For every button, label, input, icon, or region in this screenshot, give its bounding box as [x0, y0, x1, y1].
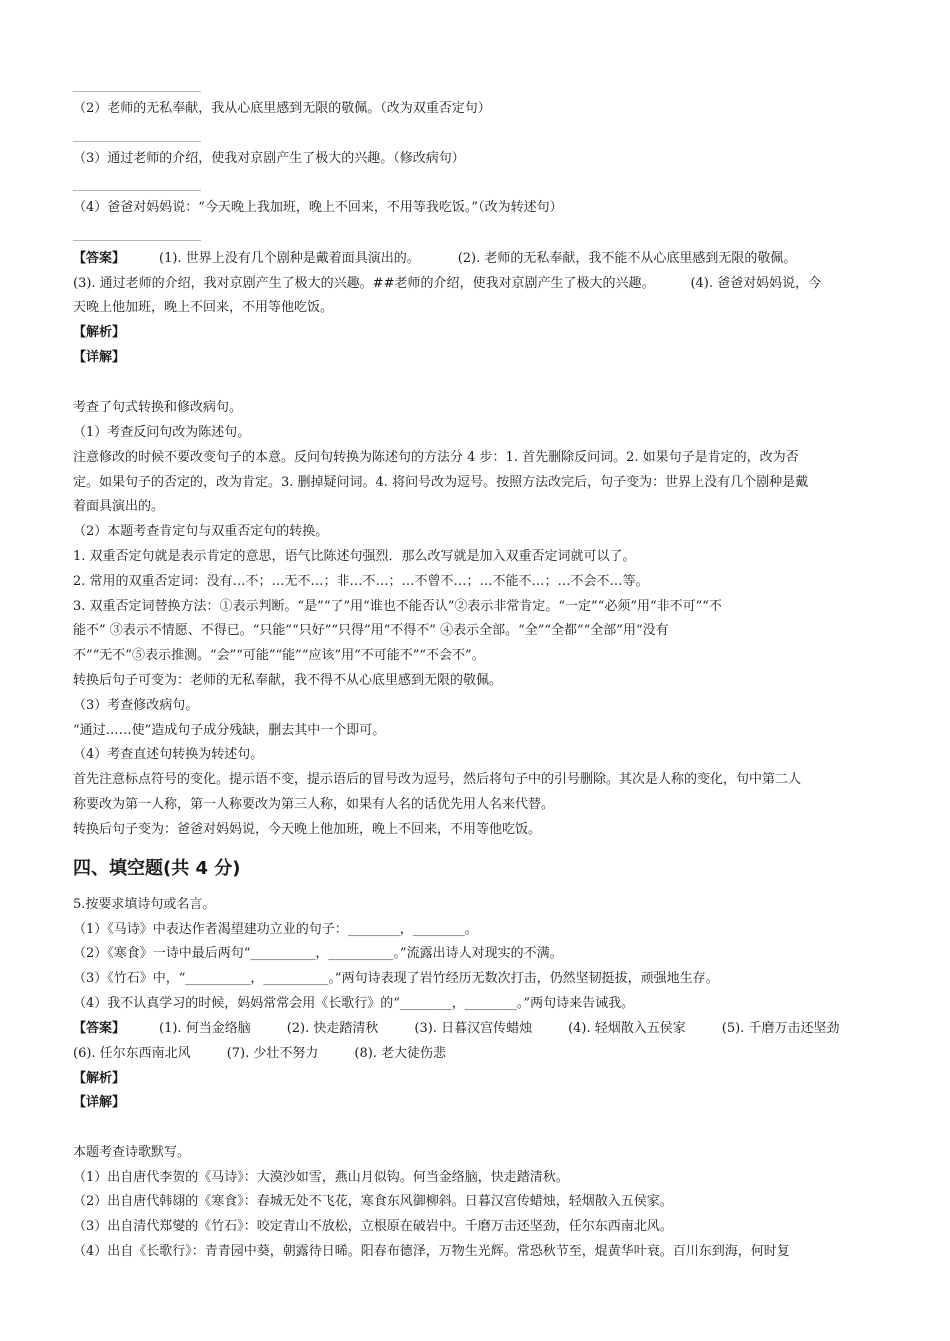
detail-line: 首先注意标点符号的变化。提示语不变，提示语后的冒号改为逗号，然后将句子中的引号删除。其次是人称的变化，句中第二人 — [73, 772, 802, 787]
detail-line: （1）出自唐代李贺的《马诗》：大漠沙如雪，燕山月似钩。何当金络脑，快走踏清秋。 — [73, 1170, 569, 1185]
analysis-label: 【解析】 — [73, 325, 126, 340]
detail-line: 称要改为第一人称，第一人称要改为第三人称，如果有人名的话优先用人名来代替。 — [73, 797, 555, 812]
question-item: （1）《马诗》中表达作者渴望建功立业的句子：________，________。 — [73, 922, 478, 937]
detail-line: 2. 常用的双重否定词：没有…不；…无不…；非…不…；…不曾不…；…不能不…；…不会不…等。 — [73, 574, 649, 589]
detail-line: 定。如果句子的否定的，改为肯定。3. 删掉疑问词。4. 将问号改为逗号。按照方法改完后，句子变为：世界上没有几个剧种是戴 — [73, 475, 809, 490]
answer-line — [73, 250, 796, 268]
analysis-label: 【解析】 — [73, 1071, 126, 1086]
answer-2: (2). 快走踏清秋 — [286, 1021, 379, 1036]
question-stem: 5.按要求填诗句或名言。 — [73, 897, 216, 912]
detail-line: （4）考查直述句转换为转述句。 — [73, 747, 264, 762]
answer-label: 【答案】 — [73, 251, 126, 266]
answer-blank-line — [73, 91, 201, 92]
answer-line — [73, 275, 821, 293]
answer-4: (4). 轻烟散入五侯家 — [568, 1021, 686, 1036]
answer-3: (3). 通过老师的介绍，我对京剧产生了极大的兴趣。##老师的介绍，使我对京剧产生了极大的兴趣。 — [73, 276, 655, 291]
detail-line: 考查了句式转换和修改病句。 — [73, 400, 243, 415]
detail-line: 转换后句子可变为：老师的无私奉献，我不得不从心底里感到无限的敬佩。 — [73, 673, 503, 688]
detail-line: （3）考查修改病句。 — [73, 698, 199, 713]
answer-8: (8). 老大徒伤悲 — [354, 1046, 447, 1061]
detail-line: （2）出自唐代韩翃的《寒食》：春城无处不飞花，寒食东风御柳斜。日暮汉宫传蜡烛，轻烟散入五侯家。 — [73, 1194, 673, 1209]
detail-line: （1）考查反问句改为陈述句。 — [73, 425, 251, 440]
answer-blank-line — [73, 190, 201, 191]
detail-line: “通过……使”造成句子成分残缺，删去其中一个即可。 — [73, 723, 386, 738]
answer-blank-line — [73, 240, 201, 241]
detail-label: 【详解】 — [73, 1095, 126, 1110]
answer-2: (2). 老师的无私奉献，我不能不从心底里感到无限的敬佩。 — [457, 251, 797, 266]
answer-line: 天晚上他加班，晚上不回来，不用等他吃饭。 — [73, 300, 334, 315]
question-item: （2）《寒食》一诗中最后两句“__________，__________。”流露出诗人对现实的不满。 — [73, 946, 563, 961]
detail-line: （4）出自《长歌行》：青青园中葵，朝露待日晞。阳春布德泽，万物生光辉。常恐秋节至，焜黄华叶衰。百川东到海，何时复 — [73, 1244, 790, 1259]
detail-line: （3）出自清代郑燮的《竹石》：咬定青山不放松，立根原在破岩中。千磨万击还坚劲，任尔东西南北风。 — [73, 1219, 673, 1234]
question-item: （3）通过老师的介绍，使我对京剧产生了极大的兴趣。（修改病句） — [73, 151, 465, 166]
answer-6: (6). 任尔东西南北风 — [73, 1046, 191, 1061]
answer-blank-line — [73, 141, 201, 142]
section-heading: 四、填空题(共 4 分) — [73, 858, 241, 879]
detail-line: 注意修改的时候不要改变句子的本意。反问句转换为陈述句的方法分 4 步：1. 首先删除反问词。2. 如果句子是肯定的，改为否 — [73, 450, 799, 465]
detail-line: 3. 双重否定词替换方法：①表示判断。“是”“了”用“谁也不能否认”②表示非常肯定。“一定”“必须”用“非不可”“不 — [73, 599, 722, 614]
answer-5: (5). 千磨万击还坚劲 — [721, 1021, 840, 1036]
detail-line: 本题考查诗歌默写。 — [73, 1145, 191, 1160]
question-item: （2）老师的无私奉献，我从心底里感到无限的敬佩。（改为双重否定句） — [73, 101, 491, 116]
answer-label: 【答案】 — [73, 1021, 126, 1036]
detail-line: 1. 双重否定句就是表示肯定的意思，语气比陈述句强烈．那么改写就是加入双重否定词就可以了。 — [73, 549, 636, 564]
answer-line — [73, 1020, 839, 1038]
answer-1: (1). 世界上没有几个剧种是戴着面具演出的。 — [159, 251, 420, 266]
detail-label: 【详解】 — [73, 350, 126, 365]
detail-line: 着面具演出的。 — [73, 499, 165, 514]
question-item: （3）《竹石》中，“__________，__________。”两句诗表现了岩竹经历无数次打击，仍然坚韧挺拔，顽强地生存。 — [73, 971, 719, 986]
detail-line: 转换后句子变为：爸爸对妈妈说，今天晚上他加班，晚上不回来，不用等他吃饭。 — [73, 822, 542, 837]
question-item: （4）我不认真学习的时候，妈妈常常会用《长歌行》的“________，________。”两句诗来告诫我。 — [73, 996, 635, 1011]
answer-1: (1). 何当金络脑 — [159, 1021, 251, 1036]
answer-3: (3). 日暮汉宫传蜡烛 — [414, 1021, 533, 1036]
answer-7: (7). 少壮不努力 — [226, 1046, 319, 1061]
detail-line: （2）本题考查肯定句与双重否定句的转换。 — [73, 524, 329, 539]
answer-4: (4). 爸爸对妈妈说，今 — [690, 276, 822, 291]
detail-line: 能不” ③表示不情愿、不得已。“只能”“只好”“只得”用“不得不” ④表示全部。“全”“全都”“全部”用“没有 — [73, 623, 669, 638]
detail-line: 不”“无不”⑤表示推测。“会”“可能”“能”“应该”用“不可能不”“不会不”。 — [73, 648, 485, 663]
question-item: （4）爸爸对妈妈说：“今天晚上我加班，晚上不回来，不用等我吃饭。”（改为转述句） — [73, 200, 563, 215]
answer-line — [73, 1045, 446, 1063]
